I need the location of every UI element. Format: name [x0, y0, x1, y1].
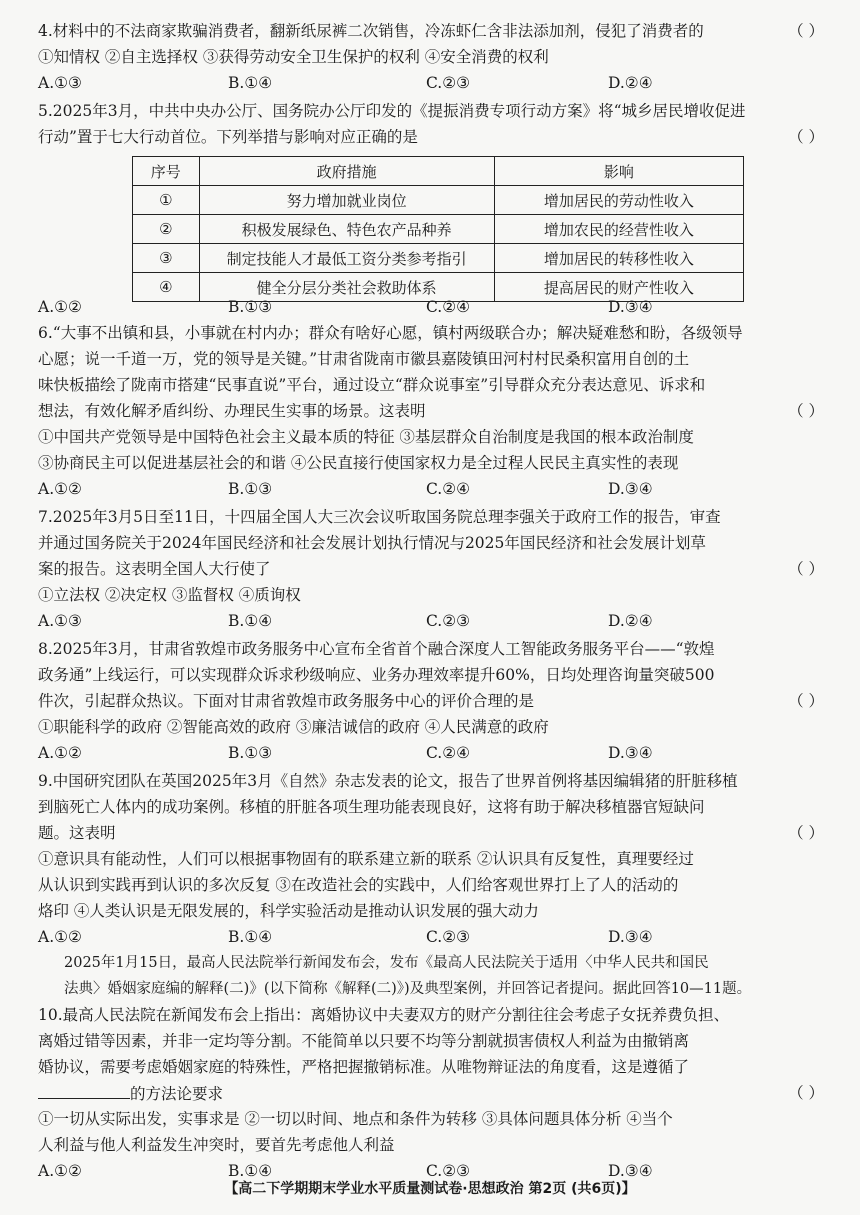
- option-c: C.②③: [426, 74, 471, 92]
- question-9: [38, 768, 824, 950]
- option-d: D.③④: [608, 480, 653, 498]
- option-a: A.①②: [38, 480, 82, 498]
- option-d: D.③④: [608, 928, 653, 946]
- statement-line: 烙印 ④人类认识是无限发展的，科学实验活动是推动认识发展的强大动力: [38, 902, 539, 920]
- option-a: A.①③: [38, 74, 82, 92]
- table-cell: 积极发展绿色、特色农产品种养: [199, 215, 494, 244]
- option-a: A.①②: [38, 1162, 82, 1180]
- answer-paren: （ ）: [788, 128, 824, 146]
- table-cell: ③: [133, 244, 200, 273]
- question-stem-line: 心愿；说一千道一万，党的领导是关键。”甘肃省陇南市徽县嘉陵镇田河村村民桑积富用自创的土: [38, 350, 690, 368]
- question-7: [38, 504, 824, 634]
- table-cell: 努力增加就业岗位: [199, 186, 494, 215]
- table-row: [133, 186, 744, 215]
- question-5: [38, 98, 824, 150]
- question-stem-line: 并通过国务院关于2024年国民经济和社会发展计划执行情况与2025年国民经济和社会发展计划草: [38, 534, 706, 552]
- question-stem-line: 政务通”上线运行，可以实现群众诉求秒级响应、业务办理效率提升60%，日均处理咨询量突破500: [38, 666, 715, 684]
- question-stem-line: 件次，引起群众热议。下面对甘肃省敦煌市政务服务中心的评价合理的是 （ ）: [38, 688, 824, 714]
- question-stem-line: 8.2025年3月，甘肃省敦煌市政务服务中心宣布全省首个融合深度人工智能政务服务平台——“敦煌: [38, 640, 715, 658]
- statement-line: ①立法权 ②决定权 ③监督权 ④质询权: [38, 586, 301, 604]
- answer-paren: （ ）: [788, 402, 824, 420]
- question-stem-line: 想法，有效化解矛盾纠纷、办理民生实事的场景。这表明 （ ）: [38, 398, 824, 424]
- answer-paren: （ ）: [788, 824, 824, 842]
- option-d: D.③④: [608, 298, 653, 316]
- question-stem-line: 6.“大事不出镇和县，小事就在村内办；群众有啥好心愿，镇村两级联合办；解决疑难愁和盼，各级领导: [38, 324, 743, 342]
- question-8: [38, 636, 824, 766]
- question-6: [38, 320, 824, 502]
- answer-paren: （ ）: [788, 1084, 824, 1102]
- answer-paren: （ ）: [788, 560, 824, 578]
- question-4: [38, 18, 824, 96]
- fill-blank: [38, 1080, 130, 1099]
- option-row: [38, 294, 824, 320]
- question-stem-line: 10.最高人民法院在新闻发布会上指出：离婚协议中夫妻双方的财产分割往往会考虑子女抚养费负担、: [38, 1006, 730, 1024]
- question-stem-line: 行动”置于七大行动首位。下列举措与影响对应正确的是 （ ）: [38, 124, 824, 150]
- option-d: D.②④: [608, 74, 653, 92]
- question-stem-line: 味快板描绘了陇南市搭建“民事直说”平台，通过设立“群众说事室”引导群众充分表达意见、诉求和: [38, 376, 706, 394]
- option-row: [38, 476, 824, 502]
- statement-line: ①知情权 ②自主选择权 ③获得劳动安全卫生保护的权利 ④安全消费的权利: [38, 48, 549, 66]
- option-a: A.①③: [38, 612, 82, 630]
- question-stem-line: 案的报告。这表明全国人大行使了 （ ）: [38, 556, 824, 582]
- option-d: D.②④: [608, 612, 653, 630]
- option-row: [38, 740, 824, 766]
- option-a: A.①②: [38, 744, 82, 762]
- option-a: A.①②: [38, 298, 82, 316]
- option-b: B.①③: [228, 298, 273, 316]
- statement-line: ①意识具有能动性，人们可以根据事物固有的联系建立新的联系 ②认识具有反复性，真理要经过: [38, 850, 694, 868]
- option-b: B.①④: [228, 1162, 273, 1180]
- table-header: 影响: [494, 157, 743, 186]
- question-stem-line: 9.中国研究团队在英国2025年3月《自然》杂志发表的论文，报告了世界首例将基因编辑猪的肝脏移植: [38, 772, 738, 790]
- table-header: 政府措施: [199, 157, 494, 186]
- option-row: [38, 924, 824, 950]
- option-c: C.②③: [426, 928, 471, 946]
- question-stem-line: 5.2025年3月，中共中央办公厅、国务院办公厅印发的《提振消费专项行动方案》将“城乡居民增收促进: [38, 102, 746, 120]
- option-d: D.③④: [608, 744, 653, 762]
- table-cell: 增加居民的劳动性收入: [494, 186, 743, 215]
- question-stem-line: 4.材料中的不法商家欺骗消费者，翻新纸尿裤二次销售，冷冻虾仁含非法添加剂，侵犯了消费者的 （ ）: [38, 18, 824, 44]
- option-a: A.①②: [38, 928, 82, 946]
- table-cell: ②: [133, 215, 200, 244]
- material-intro: [64, 950, 824, 1002]
- option-d: D.③④: [608, 1162, 653, 1180]
- question-stem-line: 离婚过错等因素，并非一定均等分割。不能简单以只要不均等分割就损害债权人利益为由撤销离: [38, 1032, 690, 1050]
- option-row: [38, 70, 824, 96]
- option-b: B.①④: [228, 74, 273, 92]
- question-stem-line: 题。这表明 （ ）: [38, 820, 824, 846]
- option-c: C.②④: [426, 298, 471, 316]
- page-footer: 【高二下学期期末学业水平质量测试卷·思想政治 第2页 (共6页)】: [224, 1181, 636, 1197]
- table-cell: 增加农民的经营性收入: [494, 215, 743, 244]
- material-line: 法典〉婚姻家庭编的解释(二)》(以下简称《解释(二)》)及典型案例，并回答记者提问。据此回答10—11题。: [64, 981, 752, 997]
- option-b: B.①③: [228, 480, 273, 498]
- table-header: 序号: [133, 157, 200, 186]
- statement-line: 从认识到实践再到认识的多次反复 ③在改造社会的实践中，人们给客观世界打上了人的活动的: [38, 876, 679, 894]
- statement-line: ③协商民主可以促进基层社会的和谐 ④公民直接行使国家权力是全过程人民民主真实性的表现: [38, 454, 679, 472]
- option-b: B.①③: [228, 744, 273, 762]
- table-cell: ①: [133, 186, 200, 215]
- statement-line: ①中国共产党领导是中国特色社会主义最本质的特征 ③基层群众自治制度是我国的根本政治制度: [38, 428, 694, 446]
- option-c: C.②④: [426, 480, 471, 498]
- material-line: 2025年1月15日，最高人民法院举行新闻发布会，发布《最高人民法院关于适用〈中华人民共和国民: [64, 955, 709, 971]
- option-row: [38, 608, 824, 634]
- question-5-options: [38, 294, 824, 320]
- table-cell: 增加居民的转移性收入: [494, 244, 743, 273]
- option-b: B.①④: [228, 928, 273, 946]
- answer-paren: （ ）: [788, 22, 824, 40]
- measures-table: [132, 156, 744, 302]
- table-cell: 制定技能人才最低工资分类参考指引: [199, 244, 494, 273]
- statement-line: 人利益与他人利益发生冲突时，要首先考虑他人利益: [38, 1136, 395, 1154]
- table-header-row: [133, 157, 744, 186]
- option-c: C.②④: [426, 744, 471, 762]
- table-row: [133, 244, 744, 273]
- table-row: [133, 215, 744, 244]
- question-stem-line: 的方法论要求 （ ）: [38, 1080, 824, 1106]
- question-stem-line: 婚协议，需要考虑婚姻家庭的特殊性，严格把握撤销标准。从唯物辩证法的角度看，这是遵循了: [38, 1058, 690, 1076]
- question-stem-line: 7.2025年3月5日至11日，十四届全国人大三次会议听取国务院总理李强关于政府工作的报告，审查: [38, 508, 721, 526]
- option-c: C.②③: [426, 612, 471, 630]
- statement-line: ①职能科学的政府 ②智能高效的政府 ③廉洁诚信的政府 ④人民满意的政府: [38, 718, 549, 736]
- table-cell: 健全分层分类社会救助体系: [199, 273, 494, 302]
- table-cell: 提高居民的财产性收入: [494, 273, 743, 302]
- option-c: C.②③: [426, 1162, 471, 1180]
- statement-line: ①一切从实际出发，实事求是 ②一切以时间、地点和条件为转移 ③具体问题具体分析 ④当个: [38, 1110, 673, 1128]
- option-b: B.①④: [228, 612, 273, 630]
- question-10: [38, 1002, 824, 1184]
- table-cell: ④: [133, 273, 200, 302]
- answer-paren: （ ）: [788, 692, 824, 710]
- question-stem-line: 到脑死亡人体内的成功案例。移植的肝脏各项生理功能表现良好，这将有助于解决移植器官短缺问: [38, 798, 705, 816]
